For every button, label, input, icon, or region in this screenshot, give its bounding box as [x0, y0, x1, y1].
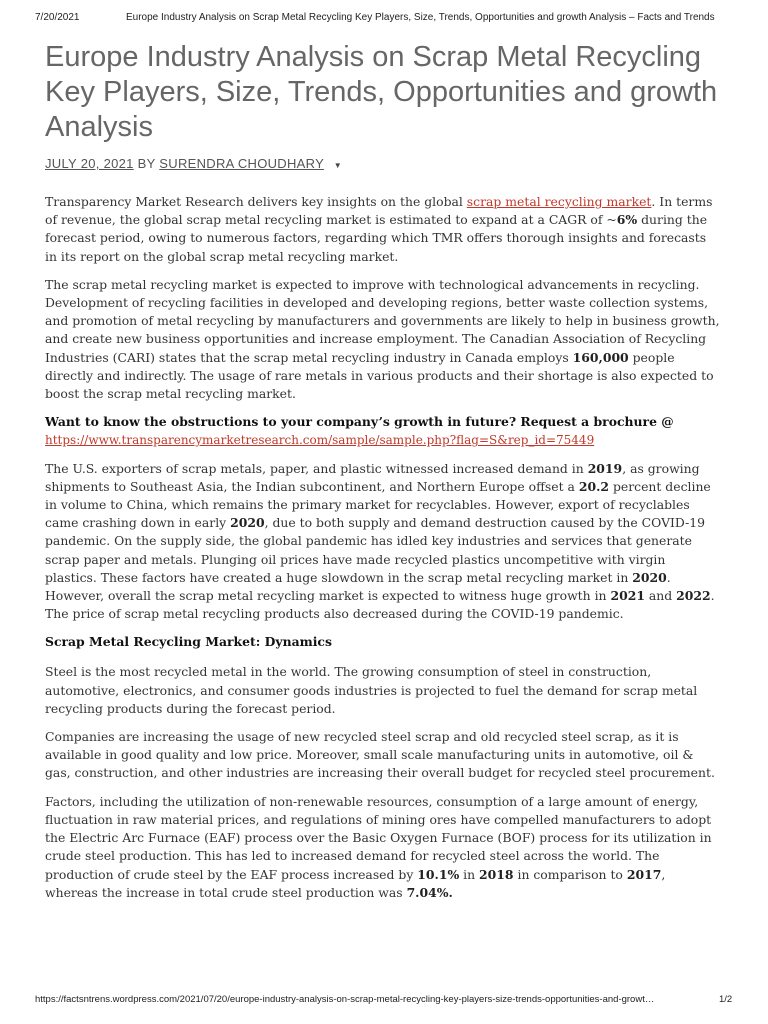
brochure-callout	[45, 413, 721, 449]
article-body	[45, 193, 721, 902]
paragraph-6: Factors, including the utilization of non-renewable resources, consumption of a large amount of energy, fluctuation in raw material prices, and regulations of mining ores have compelled manufacturers to adopt the Electric Arc Furnace (EAF) process over the Basic Oxygen Furnace (BOF) process for its utilization in crude steel production. This has led to increased demand for recycled steel across the world. The production of crude steel by the EAF process increased by 10.1% in 2018 in comparison to 2017, whereas the increase in total crude steel production was 7.04%.	[45, 793, 712, 900]
chevron-down-icon[interactable]: ▼	[333, 161, 342, 170]
print-footer	[0, 994, 768, 1008]
section-subheading: Scrap Metal Recycling Market: Dynamics	[45, 634, 332, 650]
paragraph-3: The U.S. exporters of scrap metals, paper, and plastic witnessed increased demand in 2019, as growing shipments to Southeast Asia, the Indian subcontinent, and Northern Europe offset a 20.2 percent decline in volume to China, which remains the primary market for recyclables. However, export of recyclables came crashing down in early 2020, due to both supply and demand destruction caused by the COVID-19 pandemic. On the supply side, the global pandemic has idled key industries and services that generate scrap paper and metals. Plunging oil prices have made recycled plastics uncompetitive with virgin plastics. These factors have created a huge slowdown in the scrap metal recycling market in 2020. However, overall the scrap metal recycling market is expected to witness huge growth in 2021 and 2022. The price of scrap metal recycling products also decreased during the COVID-19 pandemic.	[45, 460, 715, 622]
print-header	[0, 12, 768, 26]
paragraph-2: The scrap metal recycling market is expected to improve with technological advancements in recycling. Development of recycling facilities in developed and developing regions, better waste collection systems, and promotion of metal recycling by manufacturers and governments are likely to help in business growth, and create new business opportunities and increase employment. The Canadian Association of Recycling Industries (CARI) states that the scrap metal recycling industry in Canada employs 160,000 people directly and indirectly. The usage of rare metals in various products and their shortage is also expected to boost the scrap metal recycling market.	[45, 276, 720, 402]
article-title: Europe Industry Analysis on Scrap Metal Recycling Key Players, Size, Trends, Opportunities and growth Analysis	[45, 41, 718, 143]
paragraph-5: Companies are increasing the usage of new recycled steel scrap and old recycled steel scrap, as it is available in good quality and low price. Moreover, small scale manufacturing units in automotive, oil & gas, construction, and other industries are increasing their overall budget for recycled steel procurement.	[45, 729, 715, 781]
article-meta	[45, 156, 721, 171]
paragraph-4: Steel is the most recycled metal in the world. The growing consumption of steel in construction, automotive, electronics, and consumer goods industries is projected to fuel the demand for scrap metal recycling products during the forecast period.	[45, 664, 698, 716]
brochure-link[interactable]: https://www.transparencymarketresearch.com/sample/sample.php?flag=S&rep_id=75449	[45, 433, 595, 448]
scrap-metal-market-link[interactable]: scrap metal recycling market	[466, 194, 652, 209]
paragraph-1: Transparency Market Research delivers key insights on the global scrap metal recycling market. In terms of revenue, the global scrap metal recycling market is estimated to expand at a CAGR of ~6% during the forecast period, owing to numerous factors, regarding which TMR offers thorough insights and forecasts in its report on the global scrap metal recycling market.	[45, 194, 713, 264]
brochure-cta-text: Want to know the obstructions to your company’s growth in future? Request a brochure @	[45, 414, 674, 430]
page-number: 1/2	[719, 994, 733, 1005]
print-page-title: Europe Industry Analysis on Scrap Metal Recycling Key Players, Size, Trends, Opportunities and growth Analysis – Facts and Trends	[126, 12, 715, 23]
print-date: 7/20/2021	[35, 12, 80, 23]
post-date-link[interactable]: JULY 20, 2021	[45, 156, 134, 171]
author-link[interactable]: SURENDRA CHOUDHARY	[159, 156, 324, 171]
article	[45, 40, 721, 912]
by-label: BY	[137, 156, 156, 171]
print-url: https://factsntrens.wordpress.com/2021/07/20/europe-industry-analysis-on-scrap-metal-recycling-key-players-size-trends-opportunities-and-growt…	[35, 994, 655, 1005]
